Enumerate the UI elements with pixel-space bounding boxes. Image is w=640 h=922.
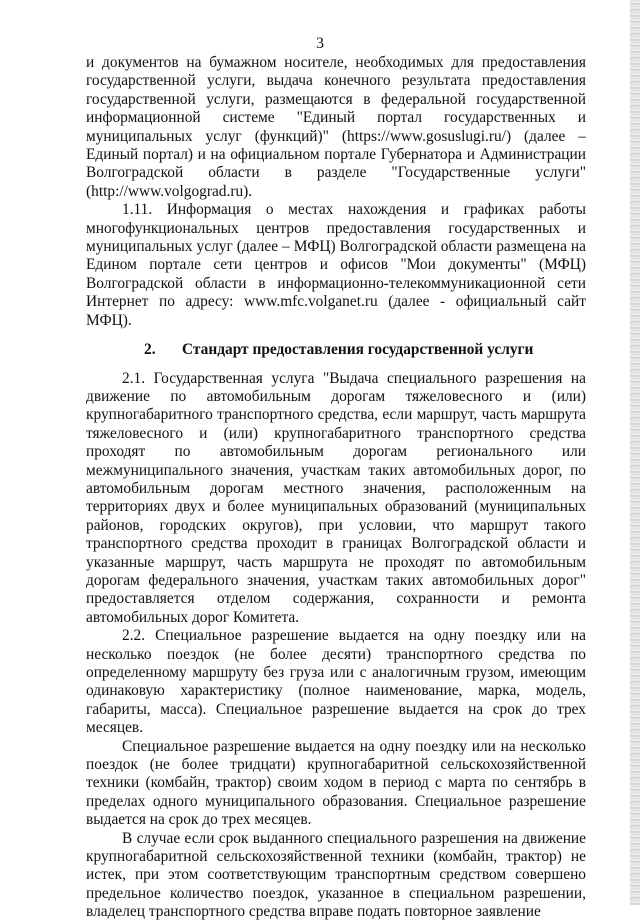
document-body (86, 54, 586, 922)
paragraph-repeat-application: В случае если срок выданного специального разрешения на движение крупногабаритной сельскохозяйственной техники (комбайн, трактор) не истек, при этом соответствующим транспортным средством совершено предельное количество поездок, указанное в специальном разрешении, владелец транспортного средства вправе подать повторное заявление (86, 829, 586, 921)
section-title: Стандарт предоставления государственной услуги (182, 341, 534, 359)
paragraph-1-11: 1.11. Информация о местах нахождения и графиках работы многофункциональных центров предоставления государственных и муниципальных услуг (далее – МФЦ) Волгоградской области размещена на Едином портале сети центров и офисов "Мои документы" (МФЦ) Волгоградской области в информационно-телекоммуникационной сети Интернет по адресу: www.mfc.volganet.ru (далее - официальный сайт МФЦ). (86, 201, 586, 329)
paragraph-continuation: и документов на бумажном носителе, необходимых для предоставления государственной услуги, выдача конечного результата предоставления государственной услуги, размещаются в федеральной государственной информационной системе "Единый портал государственных и муниципальных услуг (функций)" (https://www.gosuslugi.ru/) (далее – Единый портал) и на официальном портале Губернатора и Администрации Волгоградской области в разделе "Государственные услуги" (http://www.volgograd.ru). (86, 54, 586, 200)
page-number: 3 (316, 35, 324, 52)
section-number: 2. (144, 341, 156, 359)
section-heading (86, 341, 586, 359)
page-edge-stamp (630, 0, 640, 905)
paragraph-2-1: 2.1. Государственная услуга "Выдача специального разрешения на движение по автомобильным дорогам тяжеловесного и (или) крупногабаритного транспортного средства, если маршрут, часть маршрута тяжеловесного и (или) крупногабаритного транспортного средства проходят по автомобильным дорогам регионального или межмуниципального значения, участкам таких автомобильных дорог, по автомобильным дорогам местного значения, расположенным на территориях двух и более муниципальных образований (муниципальных районов, городских округов), при условии, что маршрут такого транспортного средства проходит в границах Волгоградской области и указанные маршрут, часть маршрута не проходят по автомобильным дорогам федерального значения, участкам таких автомобильных дорог" предоставляется отделом содержания, сохранности и ремонта автомобильных дорог Комитета. (86, 369, 586, 626)
paragraph-2-2: 2.2. Специальное разрешение выдается на одну поездку или на несколько поездок (не более десяти) транспортного средства по определенному маршруту без груза или с аналогичным грузом, имеющим одинаковую характеристику (полное наименование, марка, модель, габариты, масса). Специальное разрешение выдается на срок до трех месяцев. (86, 627, 586, 737)
paragraph-agricultural-machinery: Специальное разрешение выдается на одну поездку или на несколько поездок (не более тридцати) крупногабаритной сельскохозяйственной техники (комбайн, трактор) своим ходом в период с марта по сентябрь в пределах одного муниципального образования. Специальное разрешение выдается на срок до трех месяцев. (86, 737, 586, 829)
